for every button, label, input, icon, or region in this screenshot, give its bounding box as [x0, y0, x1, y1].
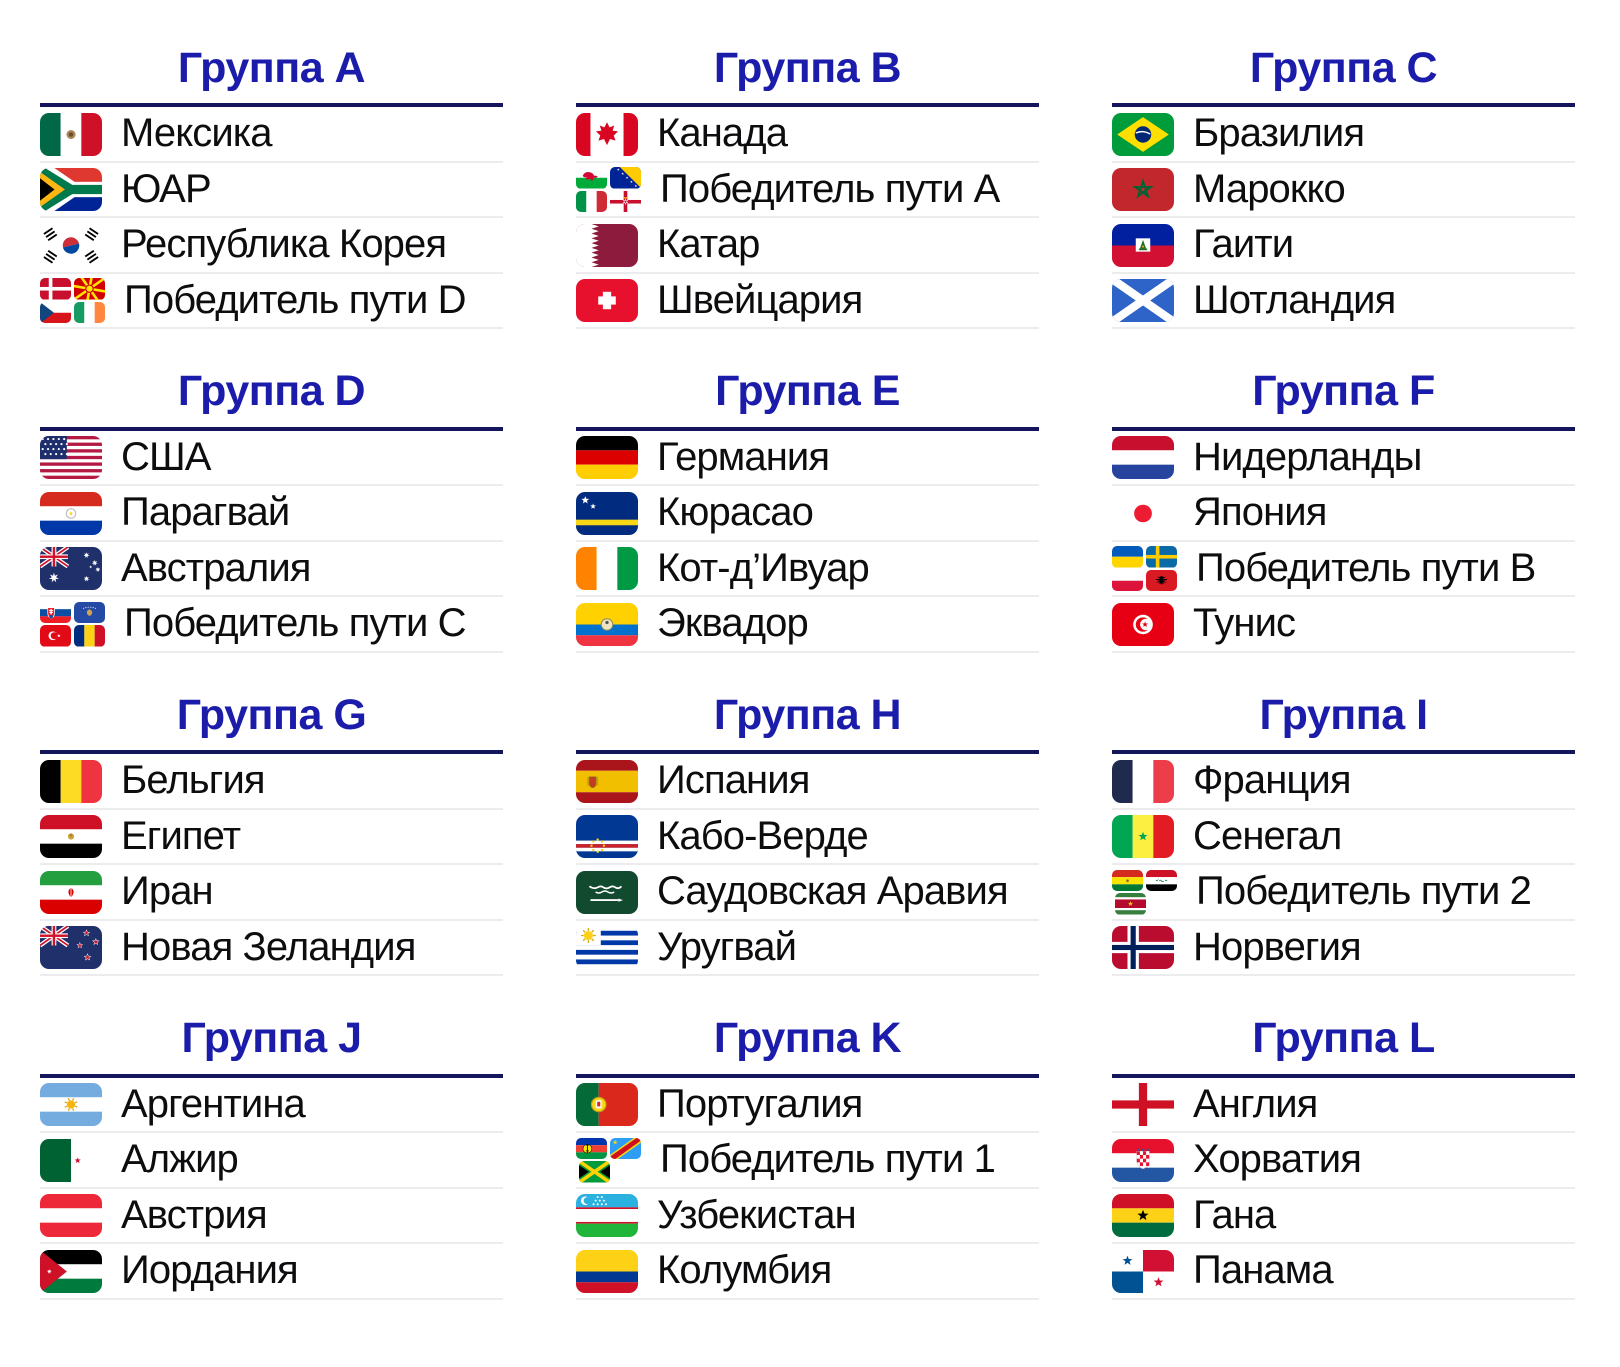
path-winner-flags-icon — [576, 1138, 641, 1183]
albania-flag-icon — [1146, 570, 1177, 592]
team-name: Бельгия — [121, 758, 265, 803]
usa-flag-icon — [40, 436, 102, 479]
team-row — [576, 486, 1039, 542]
team-row — [576, 1133, 1039, 1189]
uruguay-flag-icon — [576, 926, 638, 969]
new-zealand-flag-icon — [40, 926, 102, 969]
team-name: Англия — [1193, 1081, 1318, 1126]
team-name: Португалия — [657, 1081, 863, 1126]
team-row — [1112, 1244, 1575, 1300]
team-name: Колумбия — [657, 1248, 832, 1292]
team-name: Саудовская Аравия — [657, 869, 1008, 914]
south-africa-flag-icon — [40, 168, 102, 211]
panama-flag-icon — [1112, 1250, 1174, 1293]
team-name: Канада — [657, 111, 788, 156]
team-name: Япония — [1193, 490, 1327, 535]
poland-flag-icon — [1112, 570, 1143, 592]
croatia-flag-icon — [1112, 1139, 1174, 1182]
path-winner-flags-icon — [1112, 546, 1177, 591]
turkey-flag-icon — [40, 625, 71, 647]
ecuador-flag-icon — [576, 603, 638, 646]
tunisia-flag-icon — [1112, 603, 1174, 646]
northern-ireland-flag-icon — [610, 191, 641, 213]
team-row — [1112, 274, 1575, 330]
iran-flag-icon — [40, 871, 102, 914]
team-row — [40, 865, 503, 921]
team-row — [576, 163, 1039, 219]
team-name: Норвегия — [1193, 924, 1361, 969]
group-block — [576, 1014, 1039, 1299]
italy-flag-icon — [576, 191, 607, 213]
team-name: Панама — [1193, 1248, 1333, 1292]
team-name: Победитель пути B — [1196, 545, 1536, 590]
north-macedonia-flag-icon — [74, 278, 105, 300]
group-title: Группа I — [1112, 691, 1575, 754]
team-name: Алжир — [121, 1137, 238, 1181]
team-row — [576, 431, 1039, 487]
qatar-flag-icon — [576, 224, 638, 267]
team-name: Республика Корея — [121, 222, 447, 267]
group-block — [40, 44, 503, 329]
brazil-flag-icon — [1112, 113, 1174, 156]
team-name: Гана — [1193, 1192, 1276, 1237]
haiti-flag-icon — [1112, 224, 1174, 267]
team-name: Иордания — [121, 1248, 298, 1292]
team-row — [1112, 810, 1575, 866]
denmark-flag-icon — [40, 278, 71, 300]
jamaica-flag-icon — [579, 1161, 610, 1183]
path-winner-flags-icon — [40, 602, 105, 647]
group-block — [1112, 367, 1575, 652]
team-row — [40, 754, 503, 810]
ukraine-flag-icon — [1112, 546, 1143, 568]
argentina-flag-icon — [40, 1083, 102, 1126]
team-row — [40, 486, 503, 542]
team-row — [40, 597, 503, 653]
group-title: Группа K — [576, 1014, 1039, 1077]
path-winner-flags-icon — [576, 167, 641, 212]
belgium-flag-icon — [40, 760, 102, 803]
algeria-flag-icon — [40, 1139, 102, 1182]
team-name: Уругвай — [657, 924, 797, 969]
group-title: Группа A — [40, 44, 503, 107]
team-row — [40, 1189, 503, 1245]
team-name: Победитель пути 1 — [660, 1137, 995, 1181]
team-row — [576, 107, 1039, 163]
team-row — [1112, 107, 1575, 163]
team-row — [40, 921, 503, 977]
bosnia-flag-icon — [610, 167, 641, 189]
canada-flag-icon — [576, 113, 638, 156]
team-name: Катар — [657, 222, 760, 267]
group-title: Группа G — [40, 691, 503, 754]
team-row — [576, 1189, 1039, 1245]
team-row — [576, 754, 1039, 810]
team-row — [1112, 1133, 1575, 1189]
team-row — [1112, 1078, 1575, 1134]
team-row — [1112, 486, 1575, 542]
team-row — [40, 163, 503, 219]
dr-congo-flag-icon — [610, 1138, 641, 1160]
team-name: Египет — [121, 813, 241, 858]
team-name: Сенегал — [1193, 813, 1342, 858]
team-row — [40, 810, 503, 866]
scotland-flag-icon — [1112, 279, 1174, 322]
team-row — [1112, 1189, 1575, 1245]
group-block — [576, 691, 1039, 976]
team-name: Нидерланды — [1193, 434, 1422, 479]
team-row — [40, 542, 503, 598]
group-block — [1112, 691, 1575, 976]
group-title: Группа H — [576, 691, 1039, 754]
team-row — [576, 542, 1039, 598]
bolivia-flag-icon — [1112, 870, 1143, 892]
group-block — [1112, 1014, 1575, 1299]
morocco-flag-icon — [1112, 168, 1174, 211]
team-name: Победитель пути D — [124, 277, 466, 322]
norway-flag-icon — [1112, 926, 1174, 969]
team-name: Гаити — [1193, 222, 1294, 267]
team-name: Победитель пути C — [124, 601, 466, 646]
austria-flag-icon — [40, 1194, 102, 1237]
switzerland-flag-icon — [576, 279, 638, 322]
colombia-flag-icon — [576, 1250, 638, 1293]
team-row — [40, 274, 503, 330]
team-row — [40, 1244, 503, 1300]
group-title: Группа C — [1112, 44, 1575, 107]
team-row — [40, 1078, 503, 1134]
team-row — [1112, 163, 1575, 219]
uzbekistan-flag-icon — [576, 1194, 638, 1237]
saudi-arabia-flag-icon — [576, 871, 638, 914]
team-row — [1112, 921, 1575, 977]
jordan-flag-icon — [40, 1250, 102, 1293]
team-name: ЮАР — [121, 166, 211, 211]
group-title: Группа D — [40, 367, 503, 430]
team-name: Мексика — [121, 111, 272, 156]
sweden-flag-icon — [1146, 546, 1177, 568]
england-flag-icon — [1112, 1083, 1174, 1126]
team-name: Иран — [121, 869, 213, 914]
team-name: Парагвай — [121, 490, 290, 535]
team-name: Испания — [657, 758, 810, 803]
cape-verde-flag-icon — [576, 815, 638, 858]
ireland-flag-icon — [74, 302, 105, 324]
egypt-flag-icon — [40, 815, 102, 858]
path-winner-flags-icon — [1112, 870, 1177, 915]
team-row — [576, 1244, 1039, 1300]
team-row — [40, 218, 503, 274]
team-name: Франция — [1193, 758, 1351, 803]
team-name: Бразилия — [1193, 111, 1365, 156]
team-row — [1112, 754, 1575, 810]
mexico-flag-icon — [40, 113, 102, 156]
team-row — [576, 810, 1039, 866]
group-title: Группа B — [576, 44, 1039, 107]
team-name: Марокко — [1193, 166, 1345, 211]
wales-flag-icon — [576, 167, 607, 189]
team-name: Хорватия — [1193, 1137, 1362, 1181]
paraguay-flag-icon — [40, 492, 102, 535]
team-row — [576, 865, 1039, 921]
team-name: Новая Зеландия — [121, 924, 416, 969]
curacao-flag-icon — [576, 492, 638, 535]
team-row — [576, 921, 1039, 977]
team-name: Победитель пути A — [660, 166, 1000, 211]
team-row — [1112, 865, 1575, 921]
france-flag-icon — [1112, 760, 1174, 803]
team-row — [40, 107, 503, 163]
group-block — [576, 44, 1039, 329]
suriname-flag-icon — [1115, 893, 1146, 915]
romania-flag-icon — [74, 625, 105, 647]
iraq-flag-icon — [1146, 870, 1177, 892]
group-title: Группа F — [1112, 367, 1575, 430]
team-row — [1112, 431, 1575, 487]
team-name: Узбекистан — [657, 1192, 856, 1237]
netherlands-flag-icon — [1112, 436, 1174, 479]
team-row — [576, 218, 1039, 274]
group-block — [40, 367, 503, 652]
team-name: Австрия — [121, 1192, 267, 1237]
team-row — [576, 274, 1039, 330]
senegal-flag-icon — [1112, 815, 1174, 858]
slovakia-flag-icon — [40, 602, 71, 624]
kosovo-flag-icon — [74, 602, 105, 624]
team-row — [576, 1078, 1039, 1134]
south-korea-flag-icon — [40, 224, 102, 267]
team-name: Аргентина — [121, 1081, 305, 1126]
new-caledonia-flag-icon — [576, 1138, 607, 1160]
path-winner-flags-icon — [40, 278, 105, 323]
team-name: Шотландия — [1193, 277, 1396, 322]
germany-flag-icon — [576, 436, 638, 479]
team-name: Кабо-Верде — [657, 813, 868, 858]
team-row — [1112, 597, 1575, 653]
team-row — [1112, 218, 1575, 274]
team-name: Швейцария — [657, 277, 863, 322]
team-name: США — [121, 434, 211, 479]
team-name: Кюрасао — [657, 490, 813, 535]
ivory-coast-flag-icon — [576, 547, 638, 590]
team-name: Германия — [657, 434, 830, 479]
team-name: Австралия — [121, 545, 311, 590]
japan-flag-icon — [1112, 492, 1174, 535]
australia-flag-icon — [40, 547, 102, 590]
group-block — [1112, 44, 1575, 329]
portugal-flag-icon — [576, 1083, 638, 1126]
team-row — [1112, 542, 1575, 598]
group-block — [40, 691, 503, 976]
team-name: Эквадор — [657, 601, 808, 646]
team-row — [40, 1133, 503, 1189]
czechia-flag-icon — [40, 302, 71, 324]
team-row — [40, 431, 503, 487]
ghana-flag-icon — [1112, 1194, 1174, 1237]
group-title: Группа L — [1112, 1014, 1575, 1077]
team-name: Победитель пути 2 — [1196, 869, 1531, 914]
group-block — [40, 1014, 503, 1299]
team-row — [576, 597, 1039, 653]
spain-flag-icon — [576, 760, 638, 803]
team-name: Тунис — [1193, 601, 1296, 646]
team-name: Кот-д’Ивуар — [657, 545, 869, 590]
group-block — [576, 367, 1039, 652]
group-title: Группа E — [576, 367, 1039, 430]
group-title: Группа J — [40, 1014, 503, 1077]
